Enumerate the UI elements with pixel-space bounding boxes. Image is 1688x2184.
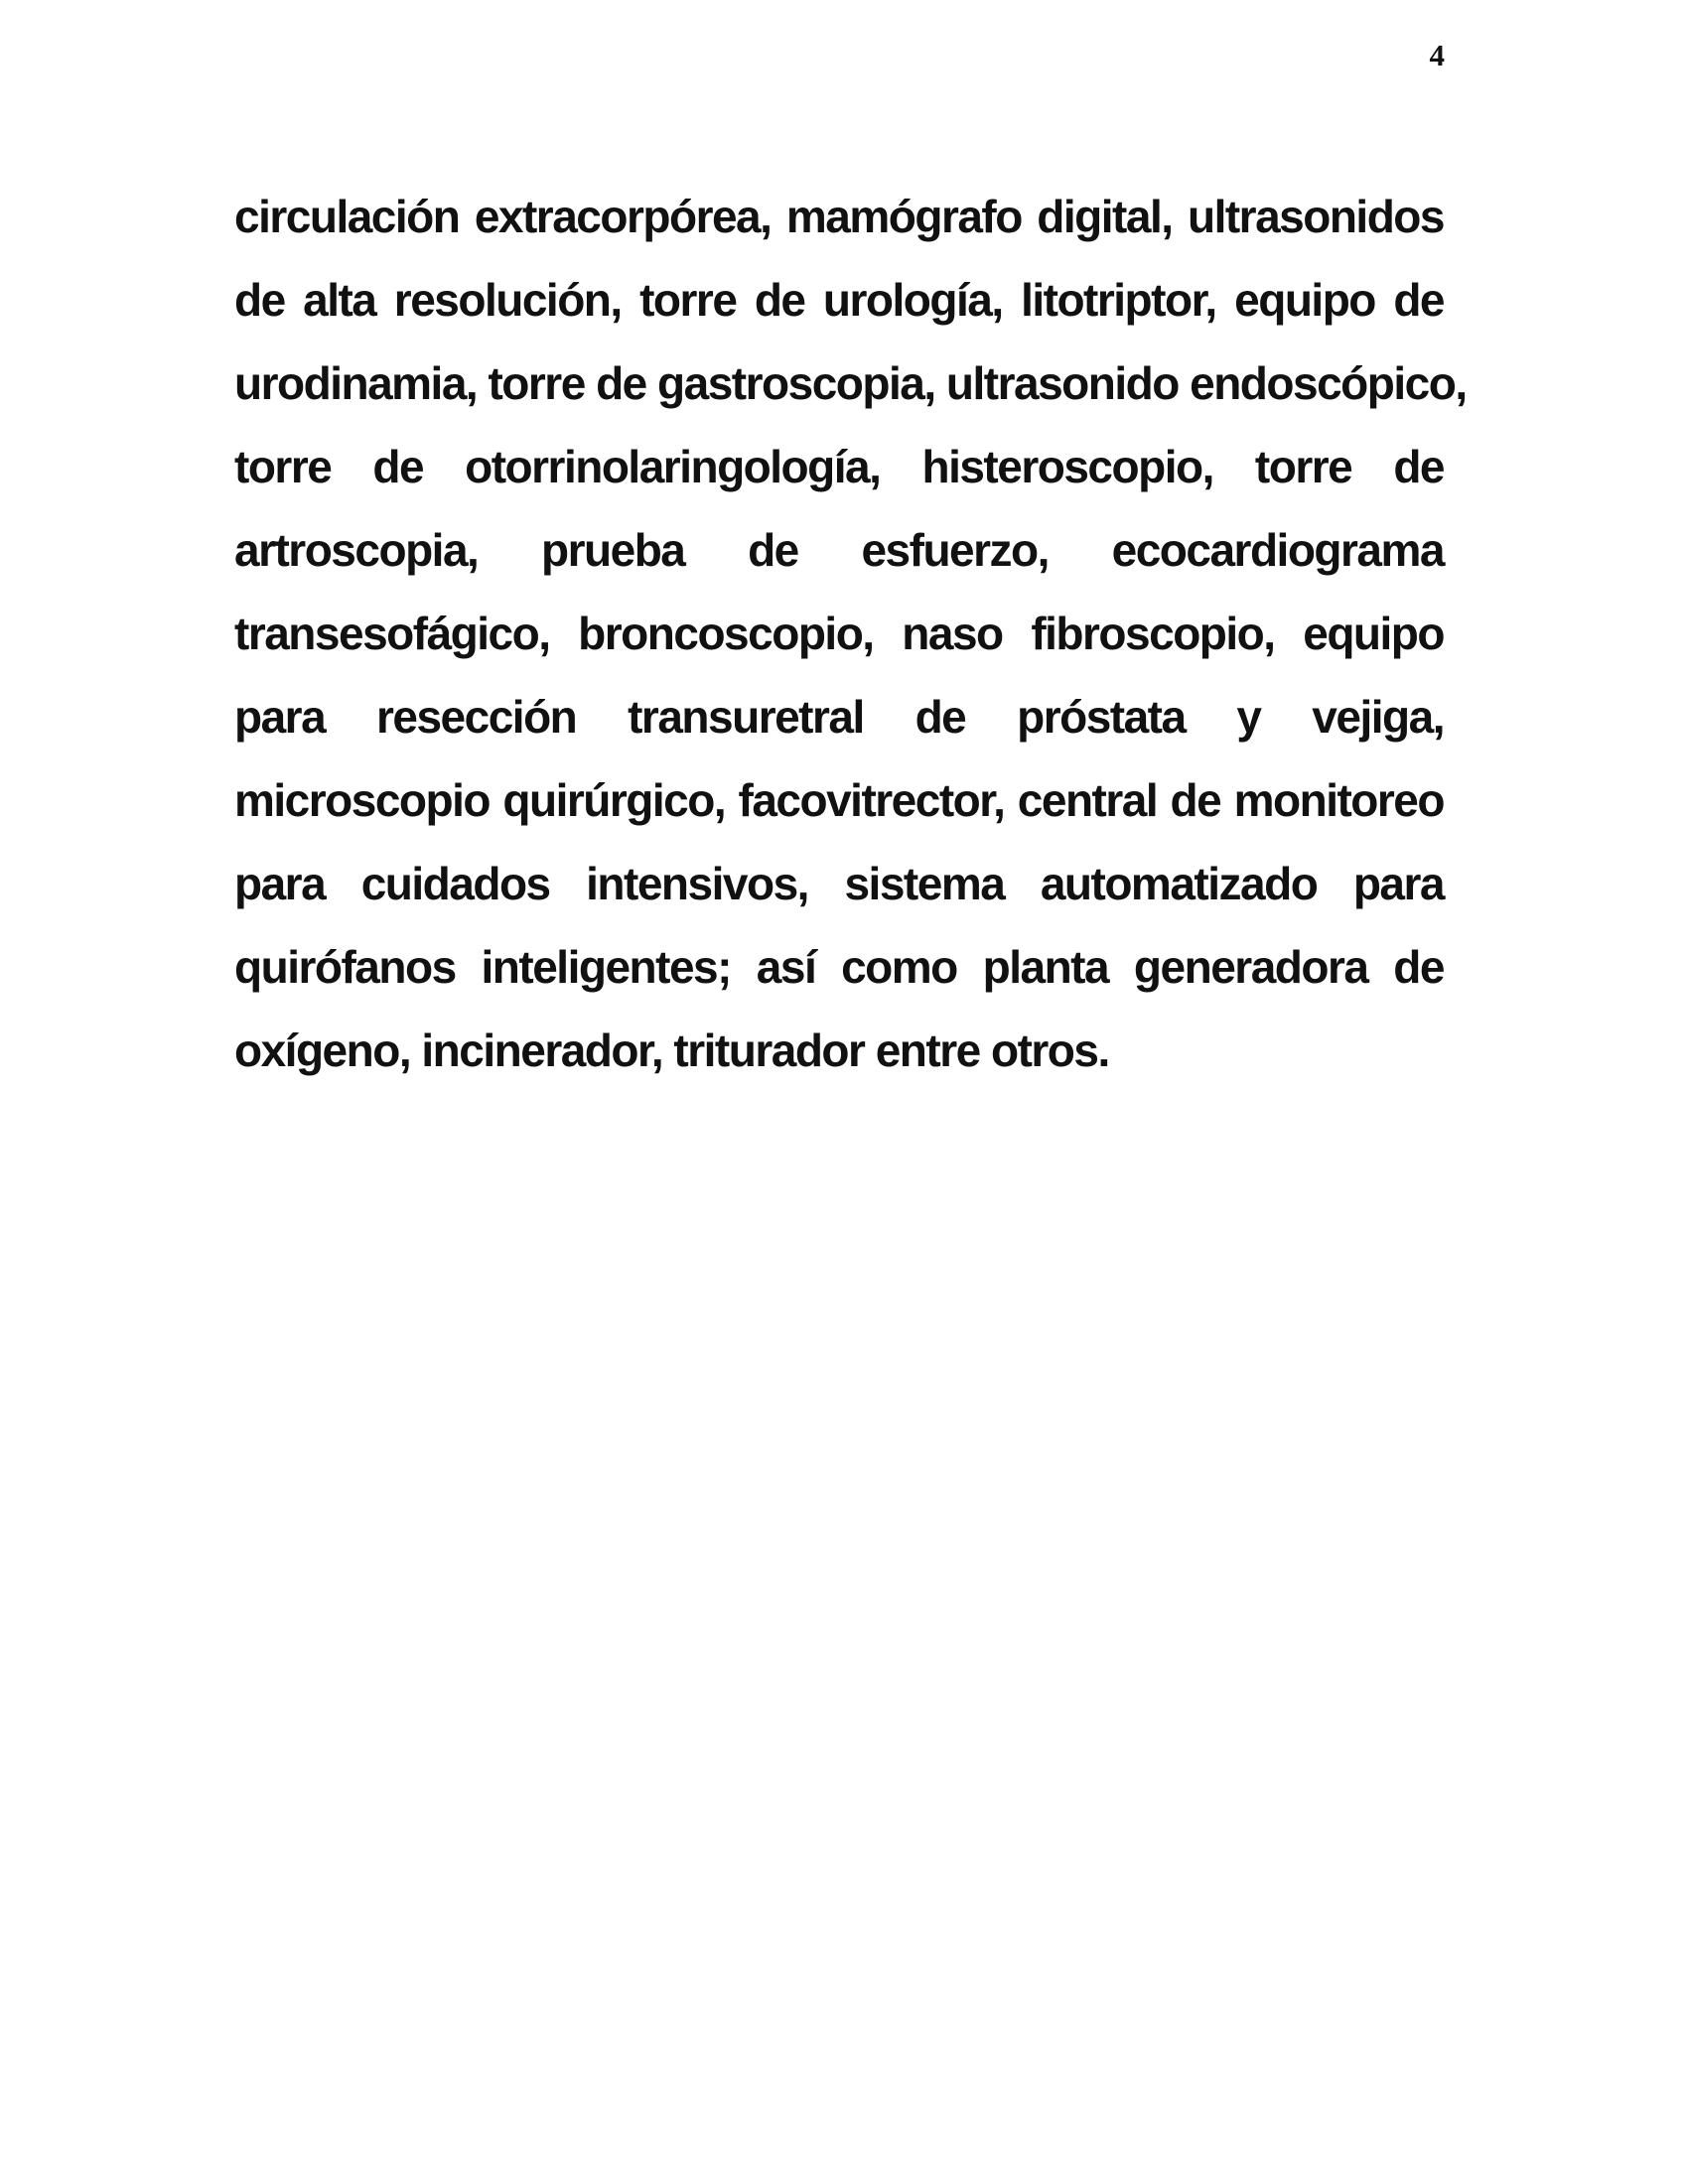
paragraph-line: torre de otorrinolaringología, histeroscopio, torre de [234, 441, 1444, 492]
paragraph-line: microscopio quirúrgico, facovitrector, central de monitoreo [234, 774, 1444, 826]
paragraph-line: oxígeno, incinerador, triturador entre otros. [234, 1024, 1109, 1076]
paragraph-line: para resección transuretral de próstata y vejiga, [234, 691, 1444, 743]
paragraph-line: circulación extracorpórea, mamógrafo digital, ultrasonidos [234, 191, 1444, 242]
paragraph-line: de alta resolución, torre de urología, litotriptor, equipo de [234, 274, 1444, 326]
paragraph-line: transesofágico, broncoscopio, naso fibroscopio, equipo [234, 608, 1444, 659]
body-paragraph [234, 175, 1467, 1092]
paragraph-line: urodinamia, torre de gastroscopia, ultrasonido endoscópico, [234, 357, 1467, 409]
paragraph-line: quirófanos inteligentes; así como planta generadora de [234, 941, 1444, 993]
paragraph-line: artroscopia, prueba de esfuerzo, ecocardiograma [234, 524, 1444, 576]
paragraph-line: para cuidados intensivos, sistema automatizado para [234, 858, 1444, 909]
page-number: 4 [1429, 38, 1445, 72]
